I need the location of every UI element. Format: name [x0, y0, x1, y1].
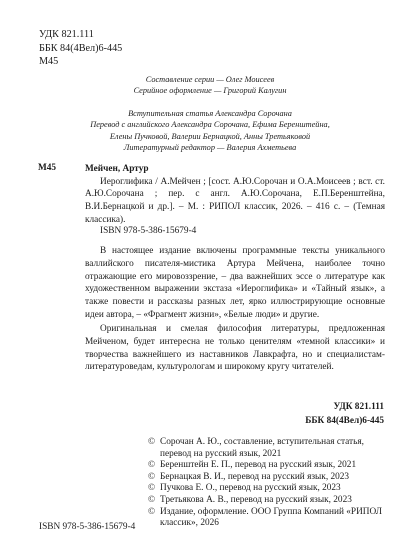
- copyright-text: Бернацкая В. И., перевод на русский язык, 2023: [160, 471, 350, 482]
- copyright-symbol: ©: [148, 483, 156, 494]
- isbn-bottom: ISBN 978-5-386-15679-4: [39, 522, 136, 532]
- copyright-line: [148, 495, 388, 507]
- credit-line: Перевод с английского Александра Сорочана, Ефима Беренштейна,: [90, 120, 330, 130]
- copyright-line: [148, 507, 388, 530]
- bbk-code: ББК 84(4Вел)6-445: [305, 415, 384, 426]
- copyright-symbol: ©: [148, 494, 156, 505]
- copyright-line: [148, 460, 388, 472]
- copyright-line: [148, 437, 388, 460]
- contributor-credits: [60, 108, 360, 154]
- bbk-code: ББК 84(4Вел)6-445: [39, 42, 123, 54]
- udk-code: УДК 821.111: [39, 29, 94, 40]
- copyright-text: Сорочан А. Ю., составление, вступительная статья, перевод на русский язык, 2021: [160, 437, 364, 459]
- catalog-body: Иероглифика / А.Мейчен ; [сост. А.Ю.Сорочан и О.А.Моисеев ; вст. ст. А.Ю.Сорочана ; пер. с англ. А.Ю.Сорочана, Е.П.Беренштейна, В.И.Бернацкой и др.]. – М. : РИПОЛ классик, 2026. – 416 с. – (Темная классика).: [85, 176, 385, 225]
- catalog-mark: М45: [38, 163, 57, 173]
- udk-code: УДК 821.111: [333, 402, 384, 412]
- annotation-paragraph: В настоящее издание включены программные тексты уникального валлийского писателя-мистика Артура Мейчена, наиболее точно отражающие его мировоззрение, – два важнейших эссе о литературе как художественном выражении экстаза «Иероглифика» и «Тайный язык», а также повести и рассказы разных лет, ярко иллюстрирующие основные идеи автора, – «Фрагмент жизни», «Белые люди» и другие.: [85, 246, 385, 320]
- credit-line: Литературный редактор — Валерия Ахметьева: [123, 143, 297, 153]
- copyright-text: Беренштейн Е. П., перевод на русский язык, 2021: [160, 460, 357, 471]
- classification-codes-bottom: [270, 401, 384, 428]
- copyright-text: Третьякова А. В., перевод на русский язык, 2023: [160, 494, 352, 505]
- credit-line: Елены Пучковой, Валерии Бернацкой, Анны Третьяковой: [109, 131, 311, 141]
- copyright-symbol: ©: [148, 460, 156, 471]
- classification-codes-top: [39, 28, 122, 69]
- copyright-symbol: ©: [148, 506, 156, 517]
- copyright-text: Издание, оформление. ООО Группа Компаний «РИПОЛ классик», 2026: [160, 506, 383, 529]
- credit-line: Составление серии — Олег Моисеев: [145, 75, 275, 84]
- copyright-list: [148, 437, 388, 530]
- copyright-text: Пучкова Е. О., перевод на русский язык, 2023: [160, 483, 341, 494]
- series-credits: [60, 74, 360, 97]
- catalog-isbn: ISBN 978-5-386-15679-4: [100, 226, 197, 236]
- copyright-line: [148, 483, 388, 495]
- copyright-line: [148, 472, 388, 484]
- annotation-paragraph: Оригинальная и смелая философия литературы, предложенная Мейченом, будет интересна не только ценителям «темной классики» и творчества важнейшего из наставников Лавкрафта, но и специалистам-литературоведам, культурологам и широкому кругу читателей.: [85, 324, 385, 373]
- credit-line: Серийное оформление — Григорий Калугин: [133, 86, 287, 96]
- catalog-record: [85, 163, 385, 227]
- author-mark: М45: [39, 56, 59, 68]
- credit-line: Вступительная статья Александра Сорочана: [128, 109, 292, 118]
- catalog-author: Мейчен, Артур: [85, 164, 149, 174]
- copyright-symbol: ©: [148, 437, 156, 447]
- copyright-symbol: ©: [148, 471, 156, 482]
